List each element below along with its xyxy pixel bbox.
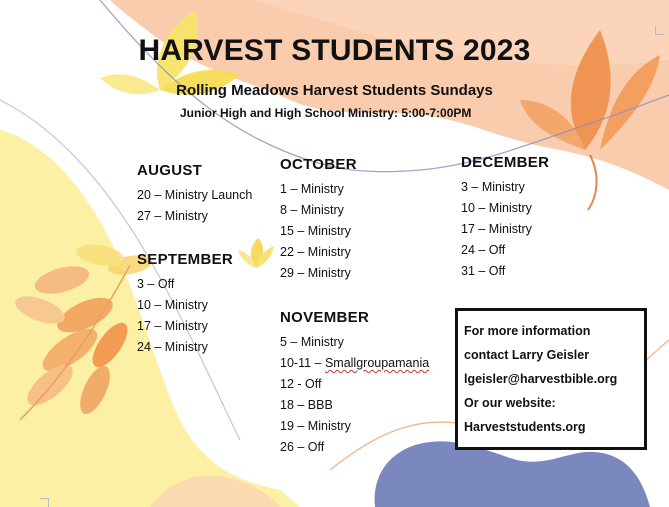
month-heading: DECEMBER [461,154,550,171]
contact-info-box [455,308,647,450]
schedule-item: 8 – Ministry [280,203,344,217]
schedule-item-date: 10-11 – [280,356,325,370]
month-heading: AUGUST [137,162,203,179]
schedule-item: 12 - Off [280,377,322,391]
month-heading: OCTOBER [280,156,357,173]
page-subtitle: Rolling Meadows Harvest Students Sundays [176,82,493,99]
schedule-item: 26 – Off [280,440,325,454]
schedule-item: 19 – Ministry [280,419,351,433]
schedule-item: 31 – Off [461,264,506,278]
month-september [137,251,233,358]
schedule-item-smallgroup [280,353,429,374]
schedule-item: 1 – Ministry [280,182,344,196]
info-line: contact Larry Geisler [464,348,590,362]
schedule-item: 15 – Ministry [280,224,351,238]
month-november [280,309,429,458]
contact-email[interactable]: lgeisler@harvestbible.org [464,372,618,386]
schedule-item: 10 – Ministry [461,201,532,215]
website-link[interactable]: Harveststudents.org [464,420,586,434]
schedule-item: 3 – Off [137,277,175,291]
month-heading: NOVEMBER [280,309,370,326]
ministry-time: Junior High and High School Ministry: 5:00-7:00PM [180,106,472,120]
schedule-item: 24 – Off [461,243,506,257]
schedule-item: 27 – Ministry [137,209,208,223]
month-heading: SEPTEMBER [137,251,234,268]
info-line: Or our website: [464,396,556,410]
schedule-item: 22 – Ministry [280,245,351,259]
schedule-item: 17 – Ministry [461,222,532,236]
schedule-item: 17 – Ministry [137,319,208,333]
margin-corner-mark [655,26,664,35]
schedule-item: 24 – Ministry [137,340,208,354]
schedule-item: 5 – Ministry [280,335,344,349]
small-yellow-leaf [238,238,274,268]
info-line: For more information [464,324,591,338]
spellcheck-word: Smallgroupamania [324,356,430,370]
page-title: HARVEST STUDENTS 2023 [138,34,531,67]
schedule-item: 3 – Ministry [461,180,525,194]
schedule-item: 10 – Ministry [137,298,208,312]
month-august [137,162,252,227]
margin-corner-mark [40,498,49,507]
month-december [461,154,549,282]
month-october [280,156,357,284]
schedule-item: 29 – Ministry [280,266,351,280]
schedule-item: 18 – BBB [280,398,333,412]
schedule-item: 20 – Ministry Launch [137,188,253,202]
